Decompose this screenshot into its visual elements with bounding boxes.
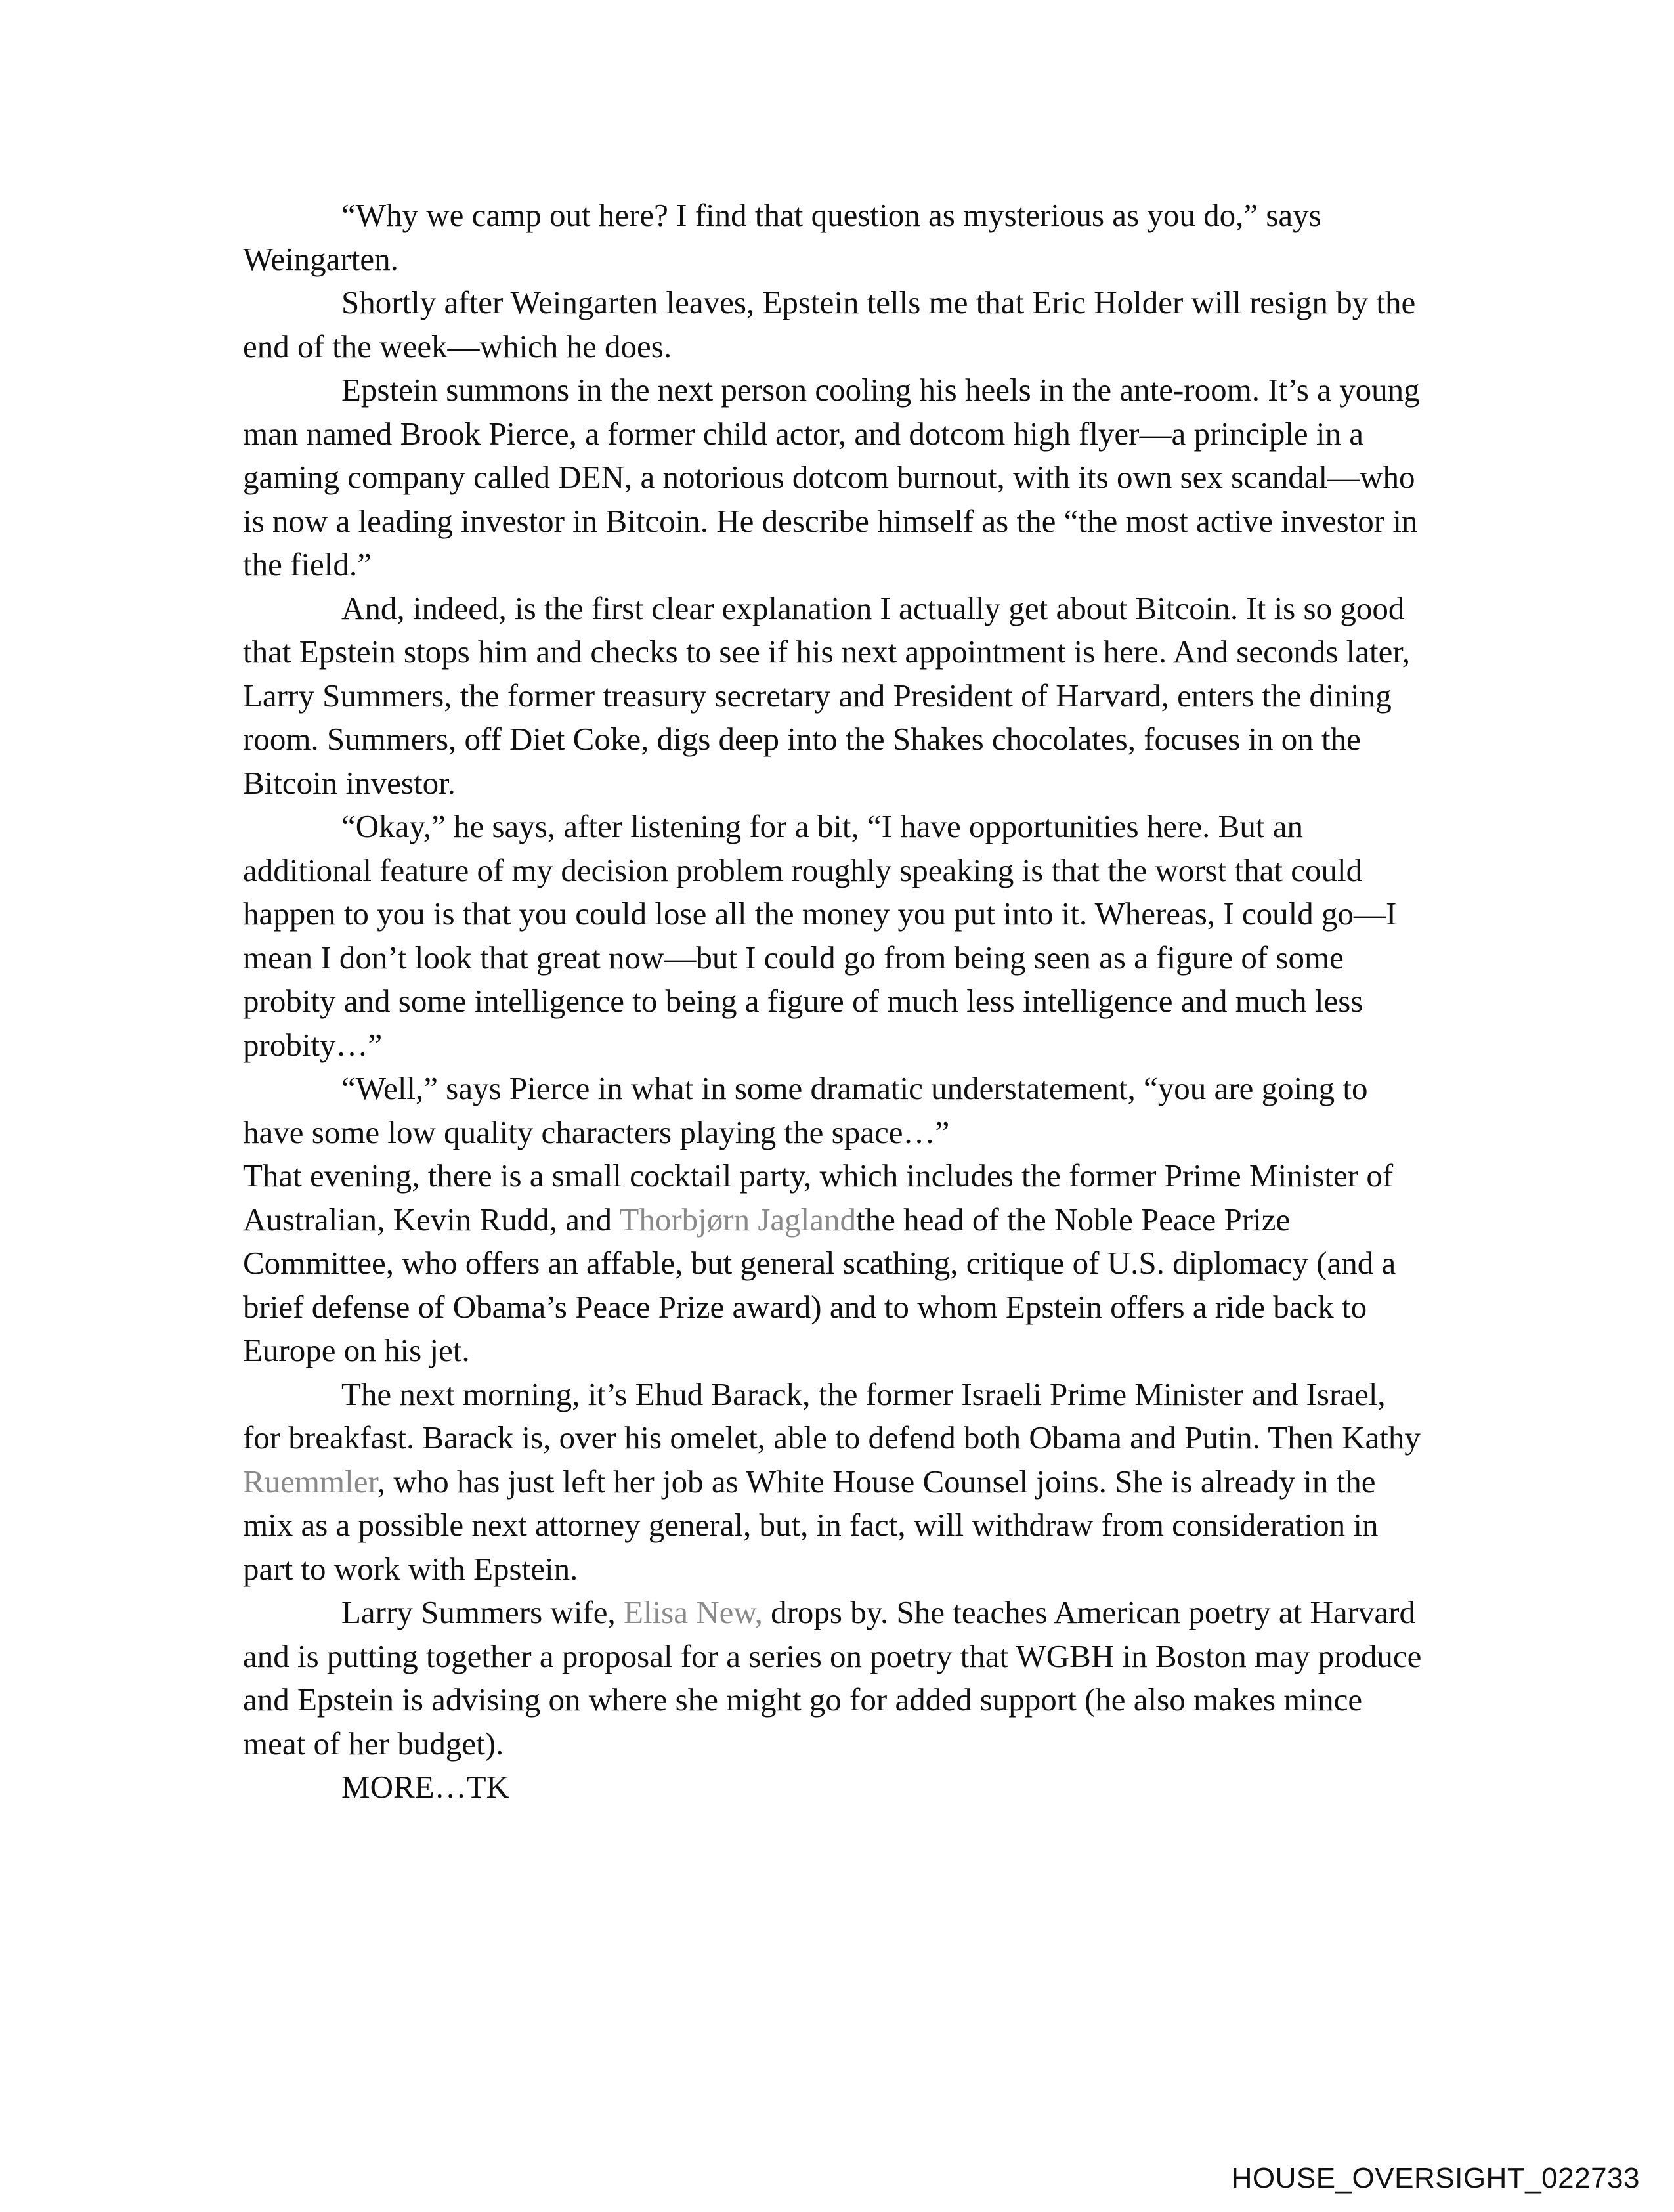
paragraph-8-text-after: , who has just left her job as White House Counsel joins. She is already in the mix as a possible next attorney general, but, in fact, will withdraw from consideration in part to work with Epstein. [243,1463,1379,1587]
paragraph-8 [243,1373,1431,1592]
paragraph-8-text-before: The next morning, it’s Ehud Barack, the former Israeli Prime Minister and Israel, for breakfast. Barack is, over his omelet, able to defend both Obama and Putin. Then Kathy [243,1376,1421,1456]
paragraph-3: Epstein summons in the next person cooling his heels in the ante-room. It’s a young man named Brook Pierce, a former child actor, and dotcom high flyer—a principle in a gaming company called DEN, a notorious dotcom burnout, with its own sex scandal—who is now a leading investor in Bitcoin. He describe himself as the “the most active investor in the field.” [243,372,1420,582]
paragraph-5: “Okay,” he says, after listening for a bit, “I have opportunities here. But an additional feature of my decision problem roughly speaking is that the worst that could happen to you is that you could lose all the money you put into it. Whereas, I could go—I mean I don’t look that great now—but I could go from being seen as a figure of some probity and some intelligence to being a figure of much less intelligence and much less probity…” [243,808,1397,1063]
paragraph-1: “Why we camp out here? I find that question as mysterious as you do,” says Weingarten. [243,197,1321,277]
paragraph-9 [243,1591,1431,1766]
paragraph-7-text-after: the head of the Noble Peace Prize Committee, who offers an affable, but general scathing, critique of U.S. diplomacy (and a brief defense of Obama’s Peace Prize award) and to whom Epstein offers a ride back to Europe on his jet. [243,1201,1396,1368]
paragraph-9-text-before: Larry Summers wife, [341,1594,624,1630]
paragraph-4: And, indeed, is the first clear explanation I actually get about Bitcoin. It is so good that Epstein stops him and checks to see if his next appointment is here. And seconds later, Larry Summers, the former treasury secretary and President of Harvard, enters the dining room. Summers, off Diet Coke, digs deep into the Shakes chocolates, focuses in on the Bitcoin investor. [243,590,1410,801]
highlighted-name-elisa-new: Elisa New, [624,1594,763,1630]
paragraph-2: Shortly after Weingarten leaves, Epstein tells me that Eric Holder will resign by the end of the week—which he does. [243,284,1416,364]
body-text [243,194,1431,1810]
highlighted-name-ruemmler: Ruemmler [243,1463,377,1500]
paragraph-6: “Well,” says Pierce in what in some dramatic understatement, “you are going to have some low quality characters playing the space…” [243,1070,1368,1150]
bates-number: HOUSE_OVERSIGHT_022733 [1231,2162,1640,2194]
paragraph-9-text-after: drops by. She teaches American poetry at Harvard and is putting together a proposal for a series on poetry that WGBH in Boston may produce and Epstein is advising on where she might go for added support (he also makes mince meat of her budget). [243,1594,1422,1762]
paragraph-7 [243,1154,1431,1373]
highlighted-name-jagland: Thorbjørn Jagland [619,1201,857,1238]
paragraph-7-text-before: That evening, there is a small cocktail party, which includes the former Prime Minister of Australian, Kevin Rudd, and [243,1158,1394,1238]
paragraph-10: MORE…TK [341,1769,509,1805]
